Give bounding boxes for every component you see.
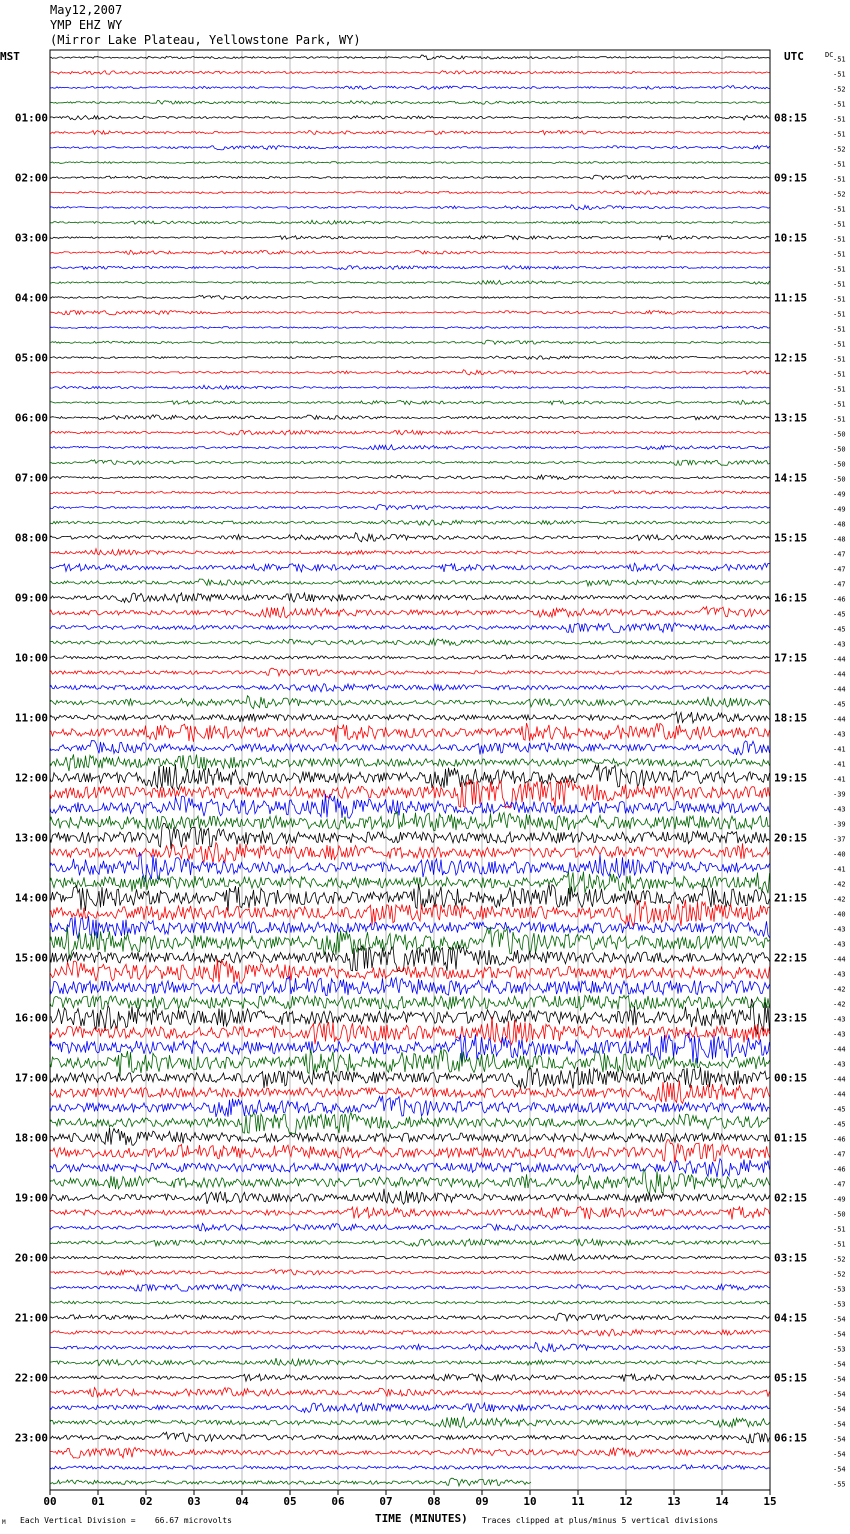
utc-hour-label: 16:15 (774, 591, 808, 605)
seismic-trace (50, 130, 770, 134)
dc-offset-label: -51 (833, 415, 846, 424)
dc-offset-label: -42 (833, 895, 846, 904)
seismic-trace (50, 205, 770, 210)
dc-offset-label: -52 (833, 85, 846, 94)
dc-offset-label: -45 (833, 610, 846, 619)
dc-offset-label: -39 (833, 790, 846, 799)
seismic-trace (50, 712, 770, 724)
dc-offset-label: -51 (833, 235, 846, 244)
mst-hour-label: 06:00 (14, 411, 48, 425)
seismic-trace (50, 385, 770, 389)
seismic-trace (50, 415, 770, 420)
seismic-trace (50, 1329, 770, 1336)
utc-hour-label: 00:15 (774, 1071, 808, 1085)
seismic-trace (50, 1313, 770, 1321)
seismic-trace (50, 475, 770, 479)
local-timezone-label: MST (0, 50, 20, 63)
seismic-trace (50, 655, 770, 659)
dc-offset-label: -47 (833, 1180, 846, 1189)
utc-hour-label: 18:15 (774, 711, 808, 725)
dc-offset-label: -53 (833, 1345, 846, 1354)
dc-offset-label: -54 (833, 1360, 846, 1369)
dc-offset-label: -51 (833, 385, 846, 394)
x-tick-label: 05 (283, 1495, 297, 1508)
seismic-trace (50, 505, 770, 510)
clipping-note: Traces clipped at plus/minus 5 vertical divisions (482, 1516, 719, 1525)
dc-offset-label: -55 (833, 1480, 846, 1489)
plot-frame (50, 50, 770, 1490)
seismic-trace (50, 1049, 770, 1076)
dc-offset-label: -46 (833, 1135, 846, 1144)
mst-hour-label: 12:00 (14, 771, 48, 785)
dc-offset-label: -51 (833, 295, 846, 304)
utc-hour-label: 14:15 (774, 471, 808, 485)
seismic-trace (50, 723, 770, 742)
dc-offset-label: -54 (833, 1330, 846, 1339)
seismic-trace (50, 1417, 770, 1428)
dc-offset-label: -40 (833, 910, 846, 919)
dc-offset-label: -51 (833, 400, 846, 409)
dc-offset-label: -51 (833, 1240, 846, 1249)
seismic-trace (50, 1081, 770, 1104)
dc-offset-label: -37 (833, 835, 846, 844)
seismic-trace (50, 1169, 770, 1195)
dc-offset-label: -44 (833, 715, 846, 724)
dc-offset-label: -47 (833, 580, 846, 589)
seismic-trace (50, 741, 770, 755)
seismic-trace (50, 607, 770, 618)
dc-offset-label: -39 (833, 820, 846, 829)
utc-hour-label: 17:15 (774, 651, 808, 665)
mst-hour-label: 17:00 (14, 1071, 48, 1085)
seismic-trace (50, 995, 770, 1010)
dc-offset-label: -43 (833, 730, 846, 739)
seismic-trace (50, 1447, 770, 1458)
dc-offset-label: -52 (833, 1270, 846, 1279)
utc-hour-label: 20:15 (774, 831, 808, 845)
seismic-trace (50, 812, 770, 831)
seismic-trace (50, 623, 770, 633)
seismic-trace (50, 520, 770, 526)
mst-hour-label: 04:00 (14, 291, 48, 305)
dc-offset-label: -47 (833, 565, 846, 574)
seismic-trace (50, 280, 770, 284)
dc-offset-label: -43 (833, 925, 846, 934)
mst-hour-label: 01:00 (14, 111, 48, 125)
dc-offset-label: -43 (833, 1015, 846, 1024)
utc-hour-label: 01:15 (774, 1131, 808, 1145)
dc-offset-label: -41 (833, 760, 846, 769)
dc-offset-label: -51 (833, 1225, 846, 1234)
seismic-trace (50, 460, 770, 465)
mst-hour-label: 16:00 (14, 1011, 48, 1025)
mst-hour-label: 15:00 (14, 951, 48, 965)
dc-offset-label: -54 (833, 1375, 846, 1384)
dc-offset-label: -54 (833, 1315, 846, 1324)
seismic-trace (50, 356, 770, 360)
seismic-trace (50, 1140, 770, 1163)
dc-offset-label: -49 (833, 1195, 846, 1204)
mst-hour-label: 20:00 (14, 1251, 48, 1265)
mst-hour-label: 13:00 (14, 831, 48, 845)
seismic-trace (50, 1388, 770, 1397)
dc-offset-label: -51 (833, 130, 846, 139)
dc-offset-label: -51 (833, 355, 846, 364)
seismic-trace (50, 326, 770, 329)
dc-offset-label: -44 (833, 670, 846, 679)
seismic-trace (50, 71, 770, 75)
seismic-trace (50, 1465, 770, 1470)
dc-offset-label: -43 (833, 970, 846, 979)
seismic-trace (50, 445, 770, 450)
seismic-trace (50, 1478, 531, 1486)
seismic-trace (50, 1342, 770, 1352)
x-tick-label: 12 (619, 1495, 633, 1508)
seismic-trace (50, 220, 770, 224)
seismic-trace (50, 959, 770, 983)
mst-hour-label: 19:00 (14, 1191, 48, 1205)
dc-offset-label: -49 (833, 505, 846, 514)
dc-offset-label: -45 (833, 625, 846, 634)
mst-hour-label: 08:00 (14, 531, 48, 545)
dc-offset-label: -44 (833, 1090, 846, 1099)
seismic-trace (50, 1112, 770, 1134)
seismic-trace (50, 1223, 770, 1231)
dc-offset-label: -49 (833, 490, 846, 499)
dc-offset-label: -50 (833, 1210, 846, 1219)
dc-offset-label: -54 (833, 1465, 846, 1474)
seismic-trace (50, 1358, 770, 1366)
seismic-trace (50, 1432, 770, 1443)
dc-offset-label: -53 (833, 1300, 846, 1309)
seismic-trace (50, 533, 770, 542)
dc-offset-label: -48 (833, 520, 846, 529)
dc-offset-label: -51 (833, 280, 846, 289)
utc-hour-label: 12:15 (774, 351, 808, 365)
seismic-trace (50, 311, 770, 315)
dc-offset-label: -54 (833, 1450, 846, 1459)
mst-hour-label: 21:00 (14, 1311, 48, 1325)
seismic-trace (50, 400, 770, 404)
seismic-trace (50, 115, 770, 120)
dc-offset-label: -51 (833, 70, 846, 79)
dc-offset-label: -54 (833, 1390, 846, 1399)
x-tick-label: 08 (427, 1495, 441, 1508)
dc-offset-label: -51 (833, 340, 846, 349)
seismic-trace (50, 843, 770, 864)
vertical-division-scale-note: Each Vertical Division = 66.67 microvolts (20, 1516, 232, 1525)
dc-offset-label: -46 (833, 1165, 846, 1174)
seismic-trace (50, 668, 770, 676)
dc-offset-label: -52 (833, 1255, 846, 1264)
dc-offset-label: -51 (833, 100, 846, 109)
x-tick-label: 02 (139, 1495, 153, 1508)
dc-offset-label: -40 (833, 850, 846, 859)
x-tick-label: 00 (43, 1495, 57, 1508)
dc-offset-label: -51 (833, 115, 846, 124)
dc-offset-header: DC (825, 51, 834, 59)
seismic-trace (50, 55, 770, 60)
dc-offset-label: -43 (833, 640, 846, 649)
dc-offset-label: -51 (833, 160, 846, 169)
dc-offset-label: -50 (833, 430, 846, 439)
dc-offset-label: -45 (833, 1120, 846, 1129)
seismic-trace (50, 146, 770, 150)
utc-hour-label: 03:15 (774, 1251, 808, 1265)
seismic-trace (50, 977, 770, 996)
utc-hour-label: 02:15 (774, 1191, 808, 1205)
dc-offset-label: -51 (833, 325, 846, 334)
x-tick-label: 13 (667, 1495, 681, 1508)
dc-offset-label: -47 (833, 550, 846, 559)
seismic-trace (50, 1207, 770, 1220)
seismic-trace (50, 549, 770, 556)
corner-mark: M (2, 1519, 6, 1526)
seismic-trace (50, 684, 770, 692)
utc-hour-label: 04:15 (774, 1311, 808, 1325)
dc-offset-label: -45 (833, 700, 846, 709)
seismic-trace (50, 900, 770, 926)
utc-hour-label: 19:15 (774, 771, 808, 785)
dc-offset-label: -41 (833, 865, 846, 874)
x-tick-label: 10 (523, 1495, 537, 1508)
seismic-trace (50, 1374, 770, 1382)
dc-offset-label: -43 (833, 1060, 846, 1069)
seismic-trace (50, 1033, 770, 1063)
utc-hour-label: 05:15 (774, 1371, 808, 1385)
dc-offset-label: -43 (833, 940, 846, 949)
dc-offset-label: -50 (833, 460, 846, 469)
mst-hour-label: 23:00 (14, 1431, 48, 1445)
seismic-trace (50, 1403, 770, 1413)
seismic-trace (50, 823, 770, 849)
dc-offset-label: -41 (833, 745, 846, 754)
x-tick-label: 01 (91, 1495, 105, 1508)
dc-offset-label: -43 (833, 1030, 846, 1039)
dc-offset-label: -46 (833, 595, 846, 604)
seismic-trace (50, 266, 770, 270)
seismic-trace (50, 1301, 770, 1304)
utc-hour-label: 06:15 (774, 1431, 808, 1445)
seismic-trace (50, 1254, 770, 1260)
utc-hour-label: 09:15 (774, 171, 808, 185)
dc-offset-label: -42 (833, 985, 846, 994)
seismogram-date: May12,2007 (50, 3, 123, 17)
dc-offset-label: -44 (833, 685, 846, 694)
utc-hour-label: 15:15 (774, 531, 808, 545)
seismic-trace (50, 340, 770, 344)
mst-hour-label: 22:00 (14, 1371, 48, 1385)
seismic-trace (50, 639, 770, 646)
utc-hour-label: 08:15 (774, 111, 808, 125)
dc-offset-label: -51 (833, 250, 846, 259)
dc-offset-label: -54 (833, 1420, 846, 1429)
seismic-trace (50, 754, 770, 771)
dc-offset-label: -52 (833, 145, 846, 154)
dc-offset-label: -47 (833, 1150, 846, 1159)
seismic-trace (50, 872, 770, 895)
x-tick-label: 15 (763, 1495, 777, 1508)
seismic-trace (50, 236, 770, 240)
seismic-trace (50, 1239, 770, 1246)
x-tick-label: 06 (331, 1495, 345, 1508)
x-tick-label: 04 (235, 1495, 249, 1508)
seismic-trace (50, 250, 770, 254)
mst-hour-label: 10:00 (14, 651, 48, 665)
dc-offset-label: -48 (833, 535, 846, 544)
seismic-trace (50, 162, 770, 164)
seismic-trace (50, 1284, 770, 1291)
mst-hour-label: 09:00 (14, 591, 48, 605)
dc-offset-label: -41 (833, 775, 846, 784)
mst-hour-label: 02:00 (14, 171, 48, 185)
utc-hour-label: 21:15 (774, 891, 808, 905)
dc-offset-label: -50 (833, 445, 846, 454)
seismic-trace (50, 1067, 770, 1089)
station-location: (Mirror Lake Plateau, Yellowstone Park, WY) (50, 33, 361, 47)
dc-offset-label: -44 (833, 1045, 846, 1054)
mst-hour-label: 18:00 (14, 1131, 48, 1145)
dc-offset-label: -44 (833, 655, 846, 664)
seismic-trace (50, 191, 770, 195)
x-tick-label: 11 (571, 1495, 585, 1508)
dc-offset-label: -42 (833, 880, 846, 889)
seismic-trace (50, 430, 770, 435)
dc-offset-label: -50 (833, 475, 846, 484)
dc-offset-label: -51 (833, 310, 846, 319)
dc-offset-label: -42 (833, 1000, 846, 1009)
x-tick-label: 09 (475, 1495, 489, 1508)
dc-offset-label: -43 (833, 805, 846, 814)
utc-hour-label: 23:15 (774, 1011, 808, 1025)
seismic-trace (50, 101, 770, 105)
mst-hour-label: 07:00 (14, 471, 48, 485)
x-tick-label: 07 (379, 1495, 393, 1508)
dc-offset-label: -53 (833, 1285, 846, 1294)
mst-hour-label: 05:00 (14, 351, 48, 365)
dc-offset-label: -54 (833, 1435, 846, 1444)
mst-hour-label: 03:00 (14, 231, 48, 245)
dc-offset-label: -51 (833, 55, 846, 64)
dc-offset-label: -51 (833, 220, 846, 229)
seismic-trace (50, 491, 770, 494)
mst-hour-label: 14:00 (14, 891, 48, 905)
dc-offset-label: -44 (833, 1075, 846, 1084)
utc-hour-label: 13:15 (774, 411, 808, 425)
x-tick-label: 03 (187, 1495, 201, 1508)
seismic-trace (50, 1159, 770, 1177)
dc-offset-label: -45 (833, 1105, 846, 1114)
dc-offset-label: -52 (833, 190, 846, 199)
mst-hour-label: 11:00 (14, 711, 48, 725)
seismic-trace (50, 1269, 770, 1275)
seismic-trace (50, 764, 770, 789)
seismic-trace (50, 86, 770, 90)
utc-hour-label: 22:15 (774, 951, 808, 965)
seismic-trace (50, 175, 770, 179)
dc-offset-label: -54 (833, 1405, 846, 1414)
seismic-trace (50, 1128, 770, 1146)
x-axis-title: TIME (MINUTES) (375, 1512, 468, 1525)
dc-offset-label: -51 (833, 265, 846, 274)
seismic-trace (50, 579, 770, 586)
dc-offset-label: -51 (833, 175, 846, 184)
seismic-trace (50, 295, 770, 299)
dc-offset-label: -51 (833, 370, 846, 379)
utc-hour-label: 11:15 (774, 291, 808, 305)
seismic-trace (50, 593, 770, 603)
seismic-trace (50, 370, 770, 375)
seismic-trace (50, 563, 770, 572)
dc-offset-label: -44 (833, 955, 846, 964)
x-tick-label: 14 (715, 1495, 729, 1508)
dc-offset-label: -51 (833, 205, 846, 214)
seismic-trace (50, 794, 770, 818)
seismic-trace (50, 696, 770, 709)
station-id: YMP EHZ WY (50, 18, 123, 32)
utc-hour-label: 10:15 (774, 231, 808, 245)
utc-timezone-label: UTC (784, 50, 804, 63)
